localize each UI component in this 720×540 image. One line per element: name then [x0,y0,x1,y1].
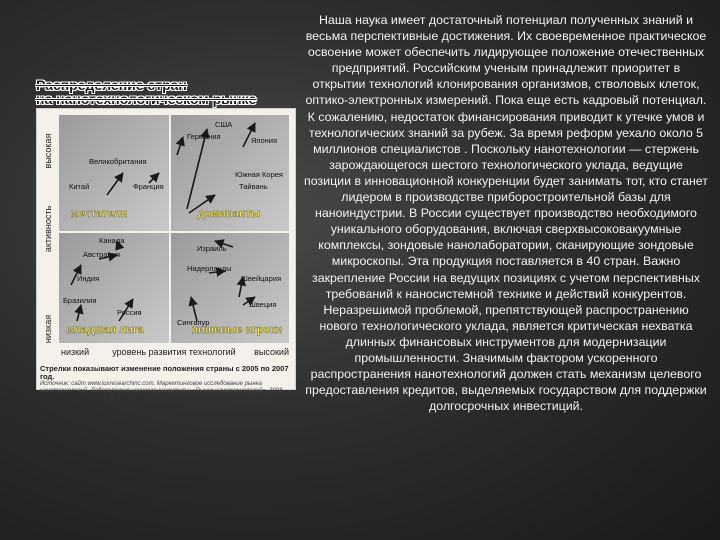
country-label: Израиль [197,244,227,253]
country-label: Нидерланды [187,264,232,273]
figure-caption-block [40,365,292,395]
slide-title-line-1: Распределение стран [36,77,187,93]
country-label: Франция [133,182,164,191]
country-label: Швейцария [241,274,282,283]
country-label: Китай [69,182,90,191]
country-label: Тайвань [239,182,268,191]
market-map-graphic [37,109,295,389]
country-label: Германия [187,132,221,141]
quadrant-label-dominants: доминанты [197,208,261,220]
country-label: Южная Корея [235,170,283,179]
y-axis-label: активность [43,205,53,253]
x-axis-high: высокий [254,347,289,357]
country-label: Россия [117,308,142,317]
body-paragraph-2: Неразрешимой проблемой, препятствующей распространению нового технологического уклада, является критическая нехватка длинных финансовых инструментов для модернизации промышленности. Значимым фактором ускоренного распространения нанотехнологий должен стать механизм целевого предоставления кредитов, выделяемых государством для поддержки долгосрочных инвестиций. [305,302,707,414]
slide-title [36,78,298,106]
slide-title-line-2: на нанотехнологическом рынке [36,91,257,107]
x-axis-label: уровень развития технологий [112,347,236,357]
body-paragraph-1: Наша наука имеет достаточный потенциал полученных знаний и весьма перспективные достижения. Их своевременное практическое освоение может обеспечить лидирующее положение отечественных предприятий. Российским ученым принадлежит приоритет в открытии технологий клонирования организмов, стволовых клеток, оптико-электронных измерений. Пока еще есть кадровый потенциал. К сожалению, недостаток финансирования приводит к утечке умов и технологических знаний за рубеж. За время реформ уехало около 5 миллионов специалистов . Поскольку нанотехнологии — стержень зарождающегося шестого технологического уклада, ведущие позиции в инновационной конкуренции будет занимать тот, кто станет лидером в производстве приборостроительной базы для наноиндустрии. В России существует производство необходимого уникального оборудования, включая сверхвысоковакуумные комплексы, зондовые нанолаборатории, сканирующие зондовые микроскопы. Эта продукция поставляется в 40 стран. Важно закрепление России на ведущих позициях с учетом перспективных требований к наносистемной технике и действий конкурентов. [304,13,708,301]
country-label: США [215,120,233,129]
country-label: Япония [251,136,278,145]
y-axis-low: низкая [43,314,53,344]
body-text [304,12,708,414]
x-axis-low: низкий [61,347,90,357]
figure-source: Источник: сайт www.luxresearchinc.com, Маркетинговое исследование рынка нанотехнологий, Лаборатория научного развития и «Рынок нанотехнологий», 2008 [40,381,283,394]
country-label: Австралия [83,250,121,259]
country-label: Сингапур [177,318,210,327]
quadrant-label-junior-league: младшая лига [66,324,144,336]
market-map-figure [36,108,296,390]
country-label: Великобритания [89,157,147,166]
country-label: Швеция [249,300,277,309]
y-axis-high: высокая [43,133,53,169]
quadrant-label-dreamers: мечтатели [70,208,128,220]
quadrant-label-niche-players: нишевые игроки [191,324,283,336]
country-label: Бразилия [63,296,97,305]
country-label: Канада [99,236,125,245]
country-label: Индия [77,274,100,283]
figure-caption: Стрелки показывают изменение положения страны с 2005 по 2007 год. [40,364,289,381]
